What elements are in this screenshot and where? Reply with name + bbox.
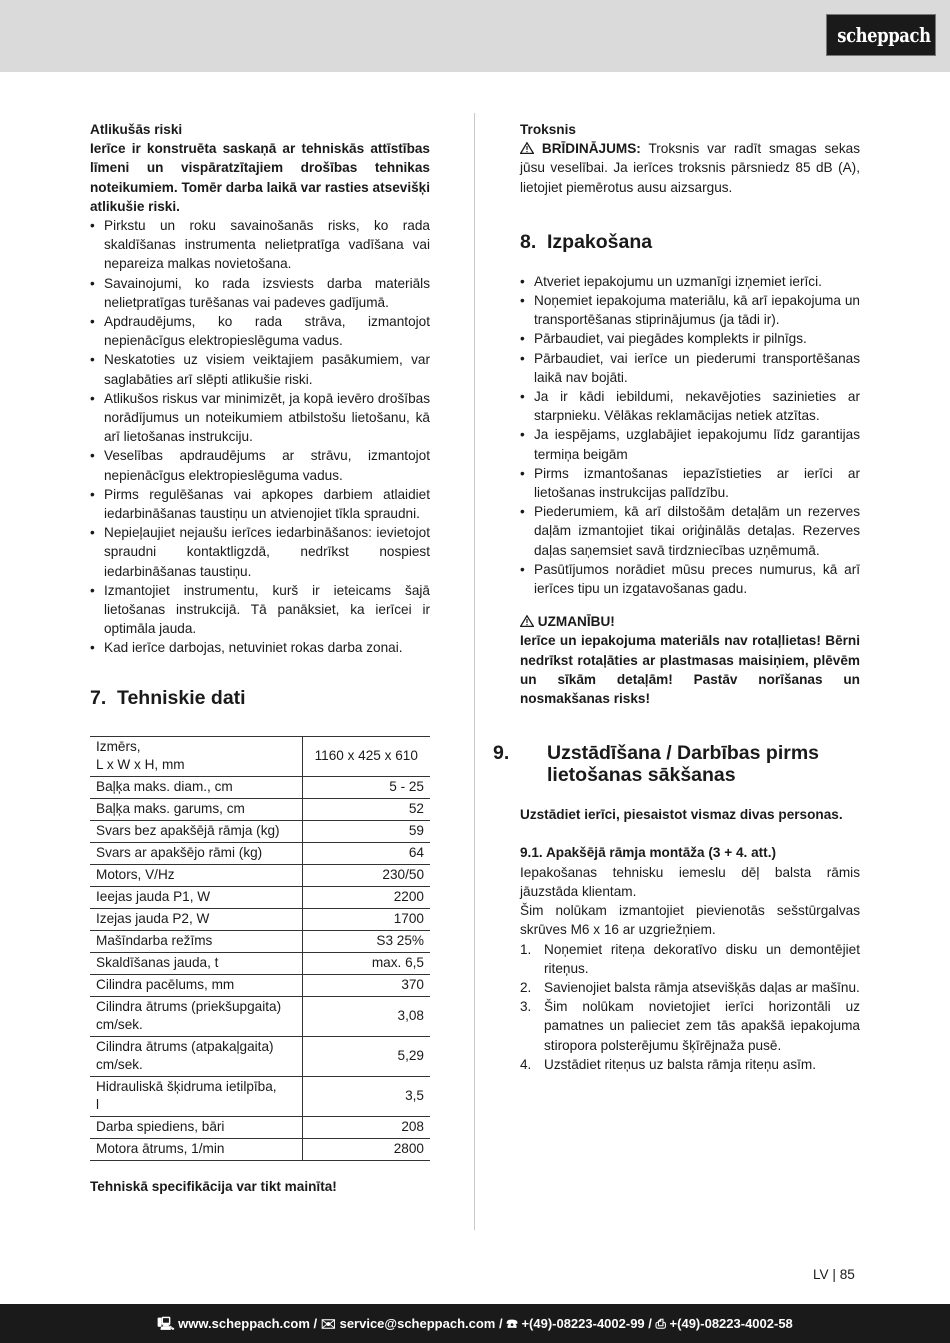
spec-value: 2200 <box>302 886 430 908</box>
risk-item: • Atlikušos riskus var minimizēt, ja kopā ievēro drošības norādījumus un noteikumiem atbilstošu lietošanu, kā arī lietošanas instrukciju. <box>90 389 430 447</box>
risk-item: • Pirkstu un roku savainošanās risks, ko rada skaldīšanas instrumenta nelietpratīga vadīšana vai nepareiza malkas novietošana. <box>90 216 430 274</box>
risk-item: • Kad ierīce darbojas, netuviniet rokas darba zonai. <box>90 638 430 657</box>
spec-label: Motors, V/Hz <box>90 864 302 886</box>
spec-row <box>90 1138 430 1160</box>
spec-label: Motora ātrums, 1/min <box>90 1138 302 1160</box>
footer-phone: +(49)-08223-4002-99 <box>521 1316 645 1331</box>
unpack-item: • Noņemiet iepakojuma materiālu, kā arī iepakojuma un transportēšanas stiprinājumus (ja tādi ir). <box>520 291 860 329</box>
unpack-item: • Ja ir kādi iebildumi, nekavējoties sazinieties ar starpnieku. Vēlākas reklamācijas netiek atzītas. <box>520 387 860 425</box>
risks-intro: Ierīce ir konstruēta saskaņā ar tehniskās attīstības līmeni un vispāratzītajiem drošības tehnikas noteikumiem. Tomēr darba laikā var rasties atsevišķi atlikušie riski. <box>90 141 430 214</box>
spec-label: Mašīndarba režīms <box>90 930 302 952</box>
subsection-9-1-paragraph-2: Šim nolūkam izmantojiet pievienotās sešstūrgalvas skrūves M6 x 16 ar uzgriežņiem. <box>520 903 860 938</box>
spec-value: 3,5 <box>302 1076 430 1116</box>
spec-label: Ieejas jauda P1, W <box>90 886 302 908</box>
spec-row <box>90 996 430 1036</box>
section-8-heading: 8. Izpakošana <box>520 230 653 253</box>
subsection-9-1-paragraph-1: Iepakošanas tehnisku iemeslu dēļ balsta rāmis jāuzstāda klientam. <box>520 864 860 899</box>
spec-row <box>90 1076 430 1116</box>
noise-warning <box>520 139 860 197</box>
fax-icon: ⎙ <box>655 1316 666 1331</box>
spec-value: 370 <box>302 974 430 996</box>
risks-title: Atlikušās riski <box>90 122 183 137</box>
spec-value: 5 - 25 <box>302 776 430 798</box>
risk-item: • Savainojumi, ko rada izsviests darba materiāls nelietpratīgas turēšanas vai padeves gadījumā. <box>90 274 430 312</box>
spec-label: Cilindra ātrums (atpakaļgaita) cm/sek. <box>90 1036 302 1076</box>
step-text: Šim nolūkam novietojiet ierīci horizontāli uz pamatnes un palieciet zem tās apakšā iepakojuma stiropora polsterējumu šķīrējnaža pusē. <box>544 999 860 1053</box>
step-text: Noņemiet riteņa dekoratīvo disku un demontējiet riteņus. <box>544 941 860 976</box>
spec-row <box>90 820 430 842</box>
spec-row <box>90 798 430 820</box>
footer-website[interactable]: www.scheppach.com <box>178 1316 310 1331</box>
risk-item: • Apdraudējums, ko rada strāva, izmantojot nepienācīgus elektropieslēguma vadus. <box>90 312 430 350</box>
spec-row <box>90 908 430 930</box>
section-9-heading: 9. Uzstādīšana / Darbības pirms lietošanas sākšanas <box>493 742 820 787</box>
spec-value: 1160 x 425 x 610 <box>302 736 430 776</box>
spec-label: Cilindra pacēlums, mm <box>90 974 302 996</box>
caution-label: UZMANĪBU! <box>537 614 615 630</box>
step-text: Uzstādiet riteņus uz balsta rāmja riteņu asīm. <box>544 1056 816 1072</box>
unpack-item: • Piederumiem, kā arī dilstošām detaļām un rezerves daļām izmantojiet tikai oriģinālās detaļas. Rezerves daļas saņemsiet savā tirdzniecības uzņēmumā. <box>520 502 860 560</box>
spec-row <box>90 736 430 776</box>
footer-fax: +(49)-08223-4002-58 <box>669 1316 793 1331</box>
unpack-item: • Ja iespējams, uzglabājiet iepakojumu līdz garantijas termiņa beigām <box>520 425 860 463</box>
risk-item: • Pirms regulēšanas vai apkopes darbiem atlaidiet iedarbināšanas taustiņu un atvienojiet tīkla spraudni. <box>90 485 430 523</box>
risk-item: • Neskatoties uz visiem veiktajiem pasākumiem, var saglabāties arī slēpti atlikušie riski. <box>90 350 430 388</box>
spec-label: Izmērs, L x W x H, mm <box>90 736 302 776</box>
spec-value: S3 25% <box>302 930 430 952</box>
spec-label: Baļķa maks. garums, cm <box>90 798 302 820</box>
page-number: LV | 85 <box>813 1267 855 1282</box>
subsection-9-1-title: 9.1. Apakšējā rāmja montāža (3 + 4. att.) <box>520 845 776 861</box>
left-column <box>90 120 430 1196</box>
spec-value: 2800 <box>302 1138 430 1160</box>
computer-icon: 🖳 <box>157 1316 175 1331</box>
spec-label: Darba spiediens, bāri <box>90 1116 302 1138</box>
unpack-item: • Pārbaudiet, vai piegādes komplekts ir pilnīgs. <box>520 329 860 348</box>
installation-steps <box>520 940 860 1074</box>
installation-step <box>520 978 860 997</box>
risks-list <box>90 216 430 658</box>
spec-value: 59 <box>302 820 430 842</box>
brand-logo: scheppach <box>826 14 936 56</box>
caution-text: Ierīce un iepakojuma materiāls nav rotaļlietas! Bērni nedrīkst rotaļāties ar plastmasas maisiņiem, plēvēm un sīkām detaļām! Pastāv norīšanas un nosmakšanas risks! <box>520 633 860 707</box>
phone-icon: ☎ <box>506 1316 518 1331</box>
spec-row <box>90 842 430 864</box>
header-bar <box>0 0 950 72</box>
risk-item: • Veselības apdraudējums ar strāvu, izmantojot nepienācīgus elektropieslēguma vadus. <box>90 446 430 484</box>
mail-icon: ✉ <box>320 1316 336 1331</box>
spec-row <box>90 952 430 974</box>
installation-step <box>520 940 860 978</box>
noise-warning-text: Troksnis var radīt smagas sekas jūsu veselībai. Ja ierīces troksnis pārsniedz 85 dB (A), lietojiet piemērotus ausu aizsargus. <box>520 141 860 195</box>
installation-step <box>520 1055 860 1074</box>
noise-warning-label: BRĪDINĀJUMS: <box>541 141 641 157</box>
risk-item: • Nepieļaujiet nejaušu ierīces iedarbināšanos: ievietojot spraudni kontaktligzdā, nedrīkst nospiest iedarbināšanas taustiņu. <box>90 523 430 581</box>
step-number: 3. <box>520 999 532 1015</box>
spec-row <box>90 776 430 798</box>
spec-label: Svars ar apakšējo rāmi (kg) <box>90 842 302 864</box>
step-text: Savienojiet balsta rāmja atsevišķās daļas ar mašīnu. <box>544 979 860 995</box>
footer-bar: 🖳 www.scheppach.com / ✉ service@scheppach.com / ☎ +(49)-08223-4002-99 / ⎙ +(49)-08223-4002-58 <box>0 1304 950 1343</box>
spec-note: Tehniskā specifikācija var tikt mainīta! <box>90 1178 337 1194</box>
warning-icon <box>520 615 534 627</box>
section-7-heading: 7. Tehniskie dati <box>90 686 246 709</box>
spec-row <box>90 930 430 952</box>
spec-label: Baļķa maks. diam., cm <box>90 776 302 798</box>
unpack-item: • Atveriet iepakojumu un uzmanīgi izņemiet ierīci. <box>520 272 860 291</box>
spec-row <box>90 886 430 908</box>
spec-value: 5,29 <box>302 1036 430 1076</box>
spec-value: max. 6,5 <box>302 952 430 974</box>
unpack-list <box>520 272 860 598</box>
spec-row <box>90 974 430 996</box>
spec-value: 1700 <box>302 908 430 930</box>
unpack-item: • Pasūtījumos norādiet mūsu preces numurus, kā arī ierīces tipu un izgatavošanas gadu. <box>520 560 860 598</box>
spec-row <box>90 864 430 886</box>
spec-label: Cilindra ātrums (priekšupgaita) cm/sek. <box>90 996 302 1036</box>
spec-label: Skaldīšanas jauda, t <box>90 952 302 974</box>
step-number: 1. <box>520 941 532 957</box>
spec-row <box>90 1116 430 1138</box>
spec-value: 208 <box>302 1116 430 1138</box>
unpack-item: • Pirms izmantošanas iepazīstieties ar ierīci ar lietošanas instrukcijas palīdzību. <box>520 464 860 502</box>
spec-value: 3,08 <box>302 996 430 1036</box>
spec-value: 230/50 <box>302 864 430 886</box>
spec-value: 52 <box>302 798 430 820</box>
spec-label: Hidrauliskā šķidruma ietilpība, l <box>90 1076 302 1116</box>
spec-value: 64 <box>302 842 430 864</box>
right-column <box>493 120 860 1074</box>
caution-heading <box>520 612 860 631</box>
step-number: 4. <box>520 1056 532 1072</box>
warning-icon <box>520 142 534 154</box>
column-divider <box>474 113 475 1230</box>
spec-row <box>90 1036 430 1076</box>
step-number: 2. <box>520 979 532 995</box>
spec-label: Svars bez apakšējā rāmja (kg) <box>90 820 302 842</box>
risk-item: • Izmantojiet instrumentu, kurš ir ieteicams šajā lietošanas instrukcijā. Tā panāksiet, ka ierīcei ir optimāla jauda. <box>90 581 430 639</box>
footer-email[interactable]: service@scheppach.com <box>339 1316 496 1331</box>
spec-label: Izejas jauda P2, W <box>90 908 302 930</box>
tech-data-table <box>90 736 430 1161</box>
install-note: Uzstādiet ierīci, piesaistot vismaz divas personas. <box>520 807 843 823</box>
installation-step <box>520 997 860 1055</box>
unpack-item: • Pārbaudiet, vai ierīce un piederumi transportēšanas laikā nav bojāti. <box>520 349 860 387</box>
noise-title: Troksnis <box>520 122 576 137</box>
